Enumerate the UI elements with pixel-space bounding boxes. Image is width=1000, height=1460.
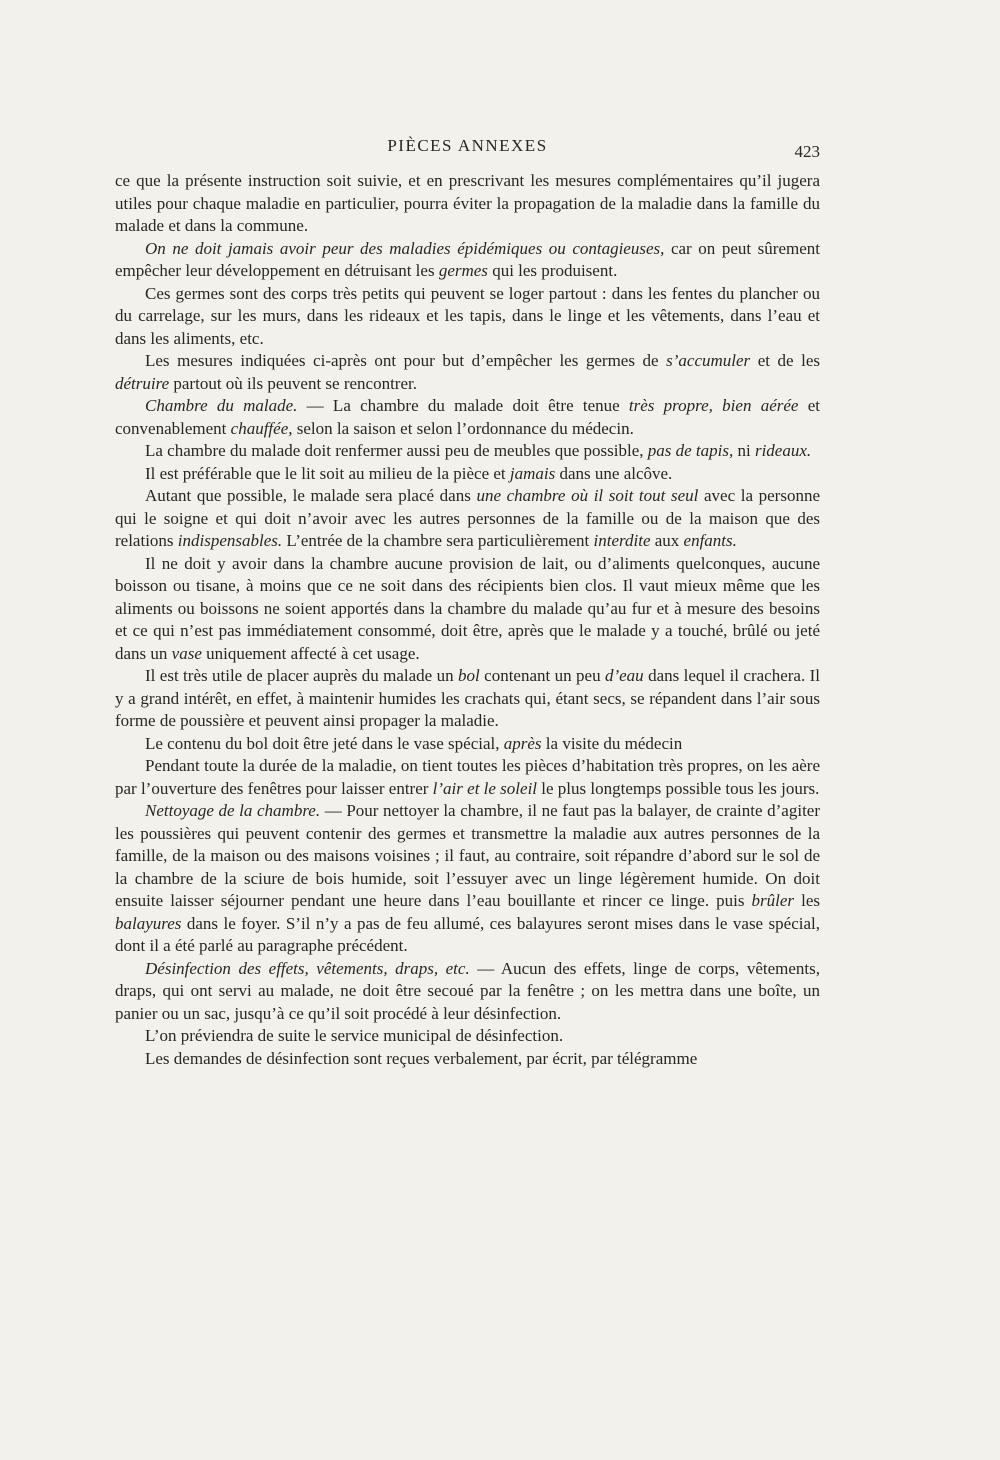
italic-text: indispensables. xyxy=(177,531,283,550)
text-run: contenant un peu xyxy=(479,666,605,685)
text-run: L’on préviendra de suite le service municipal de désinfection. xyxy=(145,1026,564,1045)
paragraph xyxy=(115,395,820,440)
paragraph xyxy=(115,755,820,800)
paragraph xyxy=(115,170,820,238)
running-head: PIÈCES ANNEXES xyxy=(387,136,548,155)
italic-text: interdite xyxy=(593,531,651,550)
italic-text: une chambre où il soit tout seul xyxy=(476,486,699,505)
paragraph xyxy=(115,1048,820,1071)
paragraph xyxy=(115,283,820,351)
italic-text: détruire xyxy=(115,373,170,393)
italic-text: vase xyxy=(171,643,202,663)
paragraph xyxy=(115,485,820,553)
italic-text: très propre, bien aérée xyxy=(628,396,799,415)
text-run: uniquement affecté à cet usage. xyxy=(201,643,420,663)
text-run: Ces germes sont des corps très petits qui peuvent se loger partout : dans les fentes du plancher ou du carrelage, sur les murs, dans les rideaux et les tapis, dans le linge et les vêtements, dans l’eau et dans les aliments, etc. xyxy=(115,283,820,348)
text-run: Pendant toute la durée de la maladie, on tient toutes les pièces d’habitation très propres, on les aère par l’ouverture des fenêtres pour laisser entrer xyxy=(115,756,820,798)
italic-text: On ne doit jamais avoir peur des maladies épidémiques ou contagieuses, xyxy=(145,238,665,258)
text-run: Le contenu du bol doit être jeté dans le vase spécial, xyxy=(145,733,504,753)
italic-text: enfants. xyxy=(683,531,737,550)
italic-text: chauffée, xyxy=(230,418,293,438)
text-run: qui les produisent. xyxy=(487,261,618,280)
italic-text: balayures xyxy=(115,913,182,933)
text-run: selon la saison et selon l’ordonnance du médecin. xyxy=(292,418,634,438)
text-run: Il ne doit y avoir dans la chambre aucune provision de lait, ou d’aliments quelconques, aucune boisson ou tisane, à moins que ce ne soit dans des récipients bien clos. Il vaut mieux même que les aliments ou boissons ne soient apportés dans la chambre du malade qu’au fur et à mesure des besoins et ce qui n’est pas immédiatement consommé, doit être, après que le malade y a touché, brûlé ou jeté dans un xyxy=(115,553,820,663)
italic-text: après xyxy=(503,733,542,753)
text-run: — La chambre du malade doit être tenue xyxy=(297,396,629,415)
paragraph xyxy=(115,238,820,283)
paragraph xyxy=(115,440,820,463)
text-run: et convenablement xyxy=(115,396,820,438)
text-run: Il est très utile de placer auprès du malade un xyxy=(145,666,459,685)
text-run: ce que la présente instruction soit suivie, et en prescrivant les mesures complémentaires qu’il jugera utiles pour chaque maladie en particulier, pourra éviter la propagation de la maladie dans la famille du malade et dans la commune. xyxy=(115,171,820,235)
italic-text: l’air et le soleil xyxy=(432,778,538,798)
text-run: la visite du médecin xyxy=(541,733,683,753)
italic-text: brûler xyxy=(751,891,795,910)
text-run: — Pour nettoyer la chambre, il ne faut pas la balayer, de crainte d’agiter les poussières qui peuvent contenir des germes et transmettre la maladie aux autres personnes de la famille, de la maison ou des maisons voisines ; il faut, au contraire, soit répandre d’abord sur le sol de la chambre de la sciure de bois humide, soit l’essuyer avec un linge légèrement humide. On doit ensuite laisser séjourner pendant une heure dans l’eau bouillante et rincer ce linge. puis xyxy=(115,801,820,910)
paragraph xyxy=(115,665,820,733)
text-run: et de les xyxy=(750,351,821,370)
text-run: le plus longtemps possible tous les jours. xyxy=(537,778,820,798)
text-run: ni xyxy=(733,441,755,460)
page-header xyxy=(115,136,820,164)
text-run: les xyxy=(794,891,820,910)
text-run: Il est préférable que le lit soit au milieu de la pièce et xyxy=(145,463,510,483)
body-text xyxy=(115,170,820,1070)
paragraph xyxy=(115,1025,820,1048)
italic-text: s’accumuler xyxy=(666,351,751,370)
italic-text: Chambre du malade. xyxy=(145,396,298,415)
text-run: avec la personne qui le soigne et qui doit n’avoir avec les autres personnes de la famille ou de la maison que des relations xyxy=(115,486,820,550)
text-run: dans le foyer. S’il n’y a pas de feu allumé, ces balayures seront mises dans le vase spécial, dont il a été parlé au paragraphe précédent. xyxy=(115,913,820,955)
italic-text: Nettoyage de la chambre. xyxy=(145,801,321,820)
italic-text: rideaux. xyxy=(754,441,812,460)
text-run: La chambre du malade doit renfermer aussi peu de meubles que possible, xyxy=(145,441,648,460)
text-run: Les mesures indiquées ci-après ont pour but d’empêcher les germes de xyxy=(145,351,667,370)
text-run: partout où ils peuvent se rencontrer. xyxy=(169,373,417,393)
italic-text: pas de tapis, xyxy=(647,441,734,460)
text-run: — Aucun des effets, linge de corps, vêtements, draps, qui ont servi au malade, ne doit être secoué par la fenêtre ; on les mettra dans une boîte, un panier ou un sac, jusqu’à ce qu’il soit procédé à leur désinfection. xyxy=(115,958,820,1023)
text-run: aux xyxy=(650,531,684,550)
italic-text: d’eau xyxy=(604,666,644,685)
text-run: dans lequel il crachera. Il y a grand intérêt, en effet, à maintenir humides les crachats qui, étant secs, se répandent dans l’air sous forme de poussière et peuvent ainsi propager la maladie. xyxy=(115,666,820,730)
text-run: Les demandes de désinfection sont reçues verbalement, par écrit, par télégramme xyxy=(145,1048,698,1068)
page-number: 423 xyxy=(794,142,820,161)
paragraph xyxy=(115,800,820,958)
text-run: L’entrée de la chambre sera particulièrement xyxy=(282,531,594,550)
paragraph xyxy=(115,958,820,1026)
paragraph xyxy=(115,733,820,756)
italic-text: jamais xyxy=(509,463,556,483)
paragraph xyxy=(115,350,820,395)
text-run: dans une alcôve. xyxy=(555,463,673,483)
italic-text: Désinfection des effets, vêtements, draps, etc. xyxy=(145,958,470,978)
text-run: car on peut sûrement empêcher leur développement en détruisant les xyxy=(115,238,820,280)
paragraph xyxy=(115,463,820,486)
paragraph xyxy=(115,553,820,666)
italic-text: bol xyxy=(458,666,480,685)
text-run: Autant que possible, le malade sera placé dans xyxy=(145,486,477,505)
italic-text: germes xyxy=(438,261,488,280)
